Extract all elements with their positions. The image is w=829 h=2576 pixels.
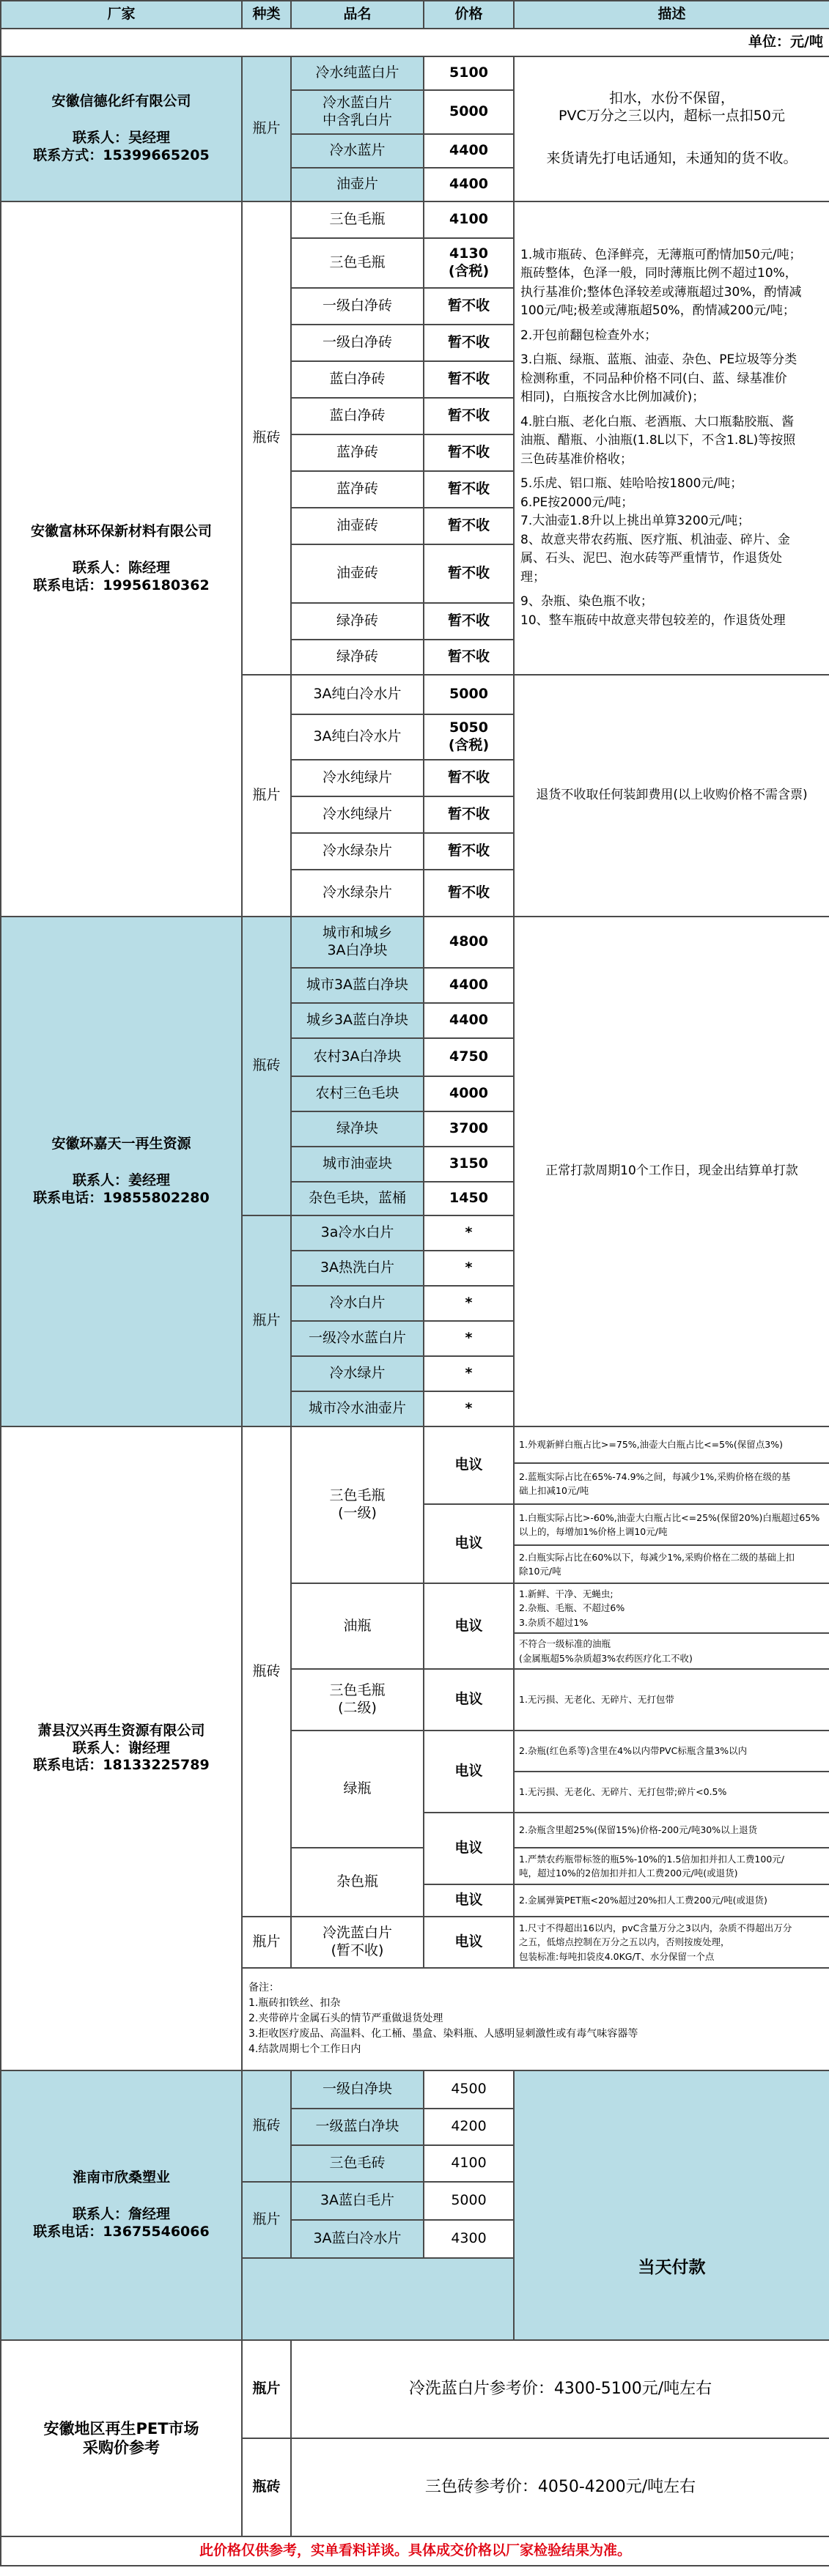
s2-brick-name: 蓝白净砖 (291, 361, 424, 398)
s2-brick-name: 蓝净砖 (291, 471, 424, 508)
s2-brick-name: 绿净砖 (291, 640, 424, 675)
s4-desc-line: 2.杂瓶、毛瓶、不超过6% (519, 1602, 625, 1614)
s2-brick-price: 暂不收 (424, 325, 514, 361)
s5-brick-price: 4200 (424, 2109, 514, 2145)
s4-note-line: 3.拒收医疗废品、高温料、化工桶、墨盒、染料瓶、人感明显刺激性或有毒气味容器等 (248, 2028, 638, 2040)
s1-desc (514, 56, 829, 201)
s2-desc-line: 10、整车瓶砖中故意夹带包较差的，作退货处理 (520, 612, 786, 628)
s4-desc-line: 1.白瓶实际占比>-60%,油壶大白瓶占比<=25%(保留20%)白瓶超过65% (519, 1511, 820, 1523)
s2-type-flake: 瓶片 (242, 675, 291, 917)
s4-desc-13 (514, 1917, 829, 1968)
s3-brick-price: 3700 (424, 1111, 514, 1147)
s4-desc-line: 不符合一级标准的油瓶 (519, 1638, 611, 1650)
s2-flake-price: 5050 (含税) (424, 714, 514, 760)
s3-brick-price: 4400 (424, 1003, 514, 1038)
s4-price-1: 电议 (424, 1426, 514, 1504)
s5-flake-name: 3A蓝白冷水片 (291, 2220, 424, 2258)
s2-brick-name: 油壶砖 (291, 508, 424, 544)
s5-brick-name: 一级蓝白净块 (291, 2109, 424, 2145)
s4-desc-1 (514, 1426, 829, 1463)
s3-brick-price: 3150 (424, 1147, 514, 1182)
s1-phone: 联系方式：15399665205 (33, 147, 210, 163)
s2-desc-line: 5.乐虎、铝口瓶、娃哈哈按1800元/吨； (520, 476, 743, 492)
s3-flake-name: 城市冷水油壶片 (291, 1391, 424, 1426)
s4-desc-line: 1.无污损、无老化、无碎片、无打包带;碎片<0.5% (519, 1786, 727, 1798)
s4-desc-3 (514, 1504, 829, 1545)
s4-price-2: 电议 (424, 1504, 514, 1583)
s5-company: 淮南市欣桑塑业 (72, 2169, 170, 2186)
s4-name-4: 绿瓶 (291, 1731, 424, 1848)
s1-desc-2: PVC万分之三以内，超标一点扣50元 (559, 108, 785, 125)
s1-desc-3: 来货请先打电话通知，未通知的货不收。 (546, 149, 797, 166)
s4-desc-5 (514, 1583, 829, 1633)
s4-price-4: 电议 (424, 1669, 514, 1731)
s4-note-line: 备注： (248, 1982, 279, 1994)
s5-company-cell (1, 2070, 242, 2340)
s5-brick-name: 三色毛砖 (291, 2145, 424, 2182)
s1-item-name: 冷水蓝片 (291, 134, 424, 168)
s4-name-3: 三色毛瓶 (二级) (291, 1669, 424, 1731)
s2-flake-price: 暂不收 (424, 870, 514, 917)
s4-company: 萧县汉兴再生资源有限公司 (37, 1722, 205, 1739)
unit-row (1, 29, 829, 56)
s5-spacer (242, 2258, 514, 2340)
s3-flake-name: 冷水白片 (291, 1286, 424, 1321)
s4-desc-11 (514, 1848, 829, 1884)
s3-brick-name: 杂色毛块，蓝桶 (291, 1182, 424, 1215)
s4-desc-line: 2.蓝瓶实际占比在65%-74.9%之间，每减少1%,采购价格在级的基 (519, 1470, 791, 1482)
s3-flake-name: 3A热洗白片 (291, 1251, 424, 1286)
s2-desc-line: 相同)，白瓶按含水比例加减价)； (520, 390, 705, 405)
s2-brick-name: 一级白净砖 (291, 325, 424, 361)
s2-brick-price: 4100 (424, 201, 514, 238)
s4-desc-line: 1.外观新鲜白瓶占比>=75%,油壶大白瓶占比<=5%(保留点3%) (519, 1439, 783, 1451)
footer-note: 此价格仅供参考，实单看料详谈。具体成交价格以厂家检验结果为准。 (1, 2536, 829, 2566)
s3-flake-price: * (424, 1356, 514, 1391)
s6-type-brick: 瓶砖 (242, 2438, 291, 2536)
s5-contact: 联系人：詹经理 (72, 2206, 170, 2222)
s2-brick-name: 蓝净砖 (291, 434, 424, 471)
s5-desc: 当天付款 (638, 2257, 706, 2277)
s2-brick-name: 三色毛瓶 (291, 201, 424, 238)
s4-notes (242, 1968, 829, 2070)
s2-desc-line: 100元/吨;极差或薄瓶超50%，酌情减200元/吨； (520, 303, 795, 319)
s3-flake-price: * (424, 1215, 514, 1251)
s1-item-name: 冷水蓝白片 中含乳白片 (291, 90, 424, 134)
s1-desc-1: 扣水，水份不保留， (608, 90, 734, 107)
s5-flake-price: 4300 (424, 2220, 514, 2258)
s2-brick-price: 暂不收 (424, 508, 514, 544)
s3-flake-price: * (424, 1251, 514, 1286)
s4-name-2: 油瓶 (291, 1583, 424, 1669)
s4-type-flake: 瓶片 (242, 1917, 291, 1968)
s2-flake-name: 冷水纯绿片 (291, 796, 424, 833)
s2-brick-price: 暂不收 (424, 288, 514, 325)
s3-flake-name: 冷水绿片 (291, 1356, 424, 1391)
s3-phone: 联系电话：19855802280 (33, 1189, 210, 1206)
s4-desc-line: 包装标准:每吨扣袋皮4.0KG/T、水分保留一个点 (519, 1950, 715, 1962)
s2-brick-price: 暂不收 (424, 471, 514, 508)
s4-desc-line: 除10元/吨 (519, 1566, 561, 1577)
header-name: 品名 (291, 1, 424, 29)
header-type: 种类 (242, 1, 291, 29)
s4-desc-line: 2.杂瓶(红色系等)含里在4%以内带PVC标瓶含量3%以内 (519, 1745, 748, 1757)
s2-contact: 联系人：陈经理 (72, 560, 170, 577)
s3-flake-price: * (424, 1391, 514, 1426)
s2-brick-price: 暂不收 (424, 544, 514, 603)
s4-note-line: 1.瓶砖扣铁丝、扣杂 (248, 1997, 341, 2010)
header-factory: 厂家 (1, 1, 242, 29)
s6-title: 安徽地区再生PET市场 采购价参考 (1, 2340, 242, 2536)
s5-type-flake: 瓶片 (242, 2182, 291, 2258)
header-price: 价格 (424, 1, 514, 29)
s4-desc-line: 1.尺寸不得超出16以内，pvC含量万分之3以内，杂质不得超出万分 (519, 1922, 792, 1933)
s2-desc-line: 油瓶、醋瓶、小油瓶(1.8L以下，不含1.8L)等按照 (520, 433, 796, 448)
s4-desc-line: 2.金属弹簧PET瓶<20%超过20%扣人工费200元/吨(或退货) (519, 1895, 767, 1906)
s4-price-3: 电议 (424, 1583, 514, 1669)
s3-brick-price: 4800 (424, 917, 514, 968)
s2-desc-line: 3.白瓶、绿瓶、蓝瓶、油壶、杂色、PE垃圾等分类 (520, 352, 797, 368)
s4-desc-10 (514, 1813, 829, 1848)
s3-flake-name: 3a冷水白片 (291, 1215, 424, 1251)
header-desc: 描述 (514, 1, 829, 29)
s2-brick-price: 暂不收 (424, 640, 514, 675)
s1-item-price: 4400 (424, 134, 514, 168)
table-header (1, 1, 829, 29)
s1-company: 安徽信德化纤有限公司 (51, 93, 191, 110)
s6-ref-flake: 冷洗蓝白片参考价：4300-5100元/吨左右 (291, 2340, 829, 2438)
s3-brick-price: 4400 (424, 968, 514, 1003)
s3-contact: 联系人：姜经理 (72, 1172, 170, 1189)
s5-brick-price: 4500 (424, 2070, 514, 2109)
s2-desc-line: 6.PE按2000元/吨； (520, 495, 634, 510)
s2-desc-flake: 退货不收取任何装卸费用(以上收购价格不需含票) (514, 675, 829, 917)
s5-flake-name: 3A蓝白毛片 (291, 2182, 424, 2220)
s6-type-flake: 瓶片 (242, 2340, 291, 2438)
s4-desc-9 (514, 1772, 829, 1813)
s2-desc-line: 4.脏白瓶、老化白瓶、老酒瓶、大口瓶黏胶瓶、酱 (520, 414, 795, 429)
s3-brick-name: 农村三色毛块 (291, 1076, 424, 1111)
s2-flake-name: 3A纯白冷水片 (291, 714, 424, 760)
s5-brick-name: 一级白净块 (291, 2070, 424, 2109)
s3-brick-price: 1450 (424, 1182, 514, 1215)
s5-type-brick: 瓶砖 (242, 2070, 291, 2182)
s2-brick-name: 绿净砖 (291, 603, 424, 640)
s4-desc-6 (514, 1633, 829, 1669)
s3-brick-name: 农村3A白净块 (291, 1038, 424, 1076)
s3-desc: 正常打款周期10个工作日，现金出结算单打款 (514, 917, 829, 1426)
s4-price-7: 电议 (424, 1884, 514, 1917)
s4-desc-line: 3.杂质不超过1% (519, 1616, 589, 1628)
s6-ref-brick: 三色砖参考价：4050-4200元/吨左右 (291, 2438, 829, 2536)
s3-flake-name: 一级冷水蓝白片 (291, 1321, 424, 1356)
s4-desc-2 (514, 1463, 829, 1504)
s4-name-1: 三色毛瓶 (一级) (291, 1426, 424, 1583)
s1-contact: 联系人：吴经理 (72, 130, 170, 147)
s4-desc-line: 2.白瓶实际占比在60%以下，每减少1%,采购价格在二级的基础上扣 (519, 1551, 795, 1563)
s3-flake-price: * (424, 1286, 514, 1321)
s2-desc-line: 2.开包前翻包检查外水； (520, 327, 657, 343)
s2-desc-line: 检测称重，不同品种价格不同(白、蓝、绿基准价 (520, 371, 787, 386)
s2-flake-price: 暂不收 (424, 833, 514, 870)
s4-price-5: 电议 (424, 1731, 514, 1813)
s5-desc-cell (514, 2070, 829, 2340)
s4-name-6: 冷洗蓝白片 (暂不收) (291, 1917, 424, 1968)
s3-brick-price: 4750 (424, 1038, 514, 1076)
s5-brick-price: 4100 (424, 2145, 514, 2182)
s2-brick-price: 暂不收 (424, 434, 514, 471)
s2-desc-line: 理； (520, 569, 545, 585)
s3-company-cell (1, 917, 242, 1426)
s4-desc-line: 础上扣减10元/吨 (519, 1485, 589, 1496)
s3-flake-price: * (424, 1321, 514, 1356)
s4-price-6: 电议 (424, 1813, 514, 1884)
s5-flake-price: 5000 (424, 2182, 514, 2220)
s1-item-price: 4400 (424, 168, 514, 201)
s2-brick-price: 暂不收 (424, 361, 514, 398)
s3-brick-name: 城市油壶块 (291, 1147, 424, 1182)
s2-desc-line: 8、故意夹带农药瓶、医疗瓶、机油壶、碎片、金 (520, 532, 790, 547)
s2-brick-price: 暂不收 (424, 398, 514, 434)
s1-item-name: 冷水纯蓝白片 (291, 56, 424, 90)
s2-flake-name: 冷水纯绿片 (291, 760, 424, 796)
s2-desc-line: 9、杂瓶、染色瓶不收； (520, 594, 653, 610)
s3-type-brick: 瓶砖 (242, 917, 291, 1215)
s2-desc-line: 瓶砖整体，色泽一般，同时薄瓶比例不超过10%， (520, 266, 797, 281)
s2-brick-name: 油壶砖 (291, 544, 424, 603)
s1-item-price: 5100 (424, 56, 514, 90)
s1-type: 瓶片 (242, 56, 291, 201)
s3-brick-name: 城市3A蓝白净块 (291, 968, 424, 1003)
s4-contact: 联系人：谢经理 (72, 1739, 170, 1756)
s4-desc-line: 以上的，每增加1%价格上调10元/吨 (519, 1526, 668, 1537)
s2-flake-price: 暂不收 (424, 760, 514, 796)
s4-desc-line: 1.新鲜、干净、无蝇虫; (519, 1588, 614, 1599)
s1-item-name: 油壶片 (291, 168, 424, 201)
s4-desc-line: 1.无污损、无老化、无碎片、无打包带 (519, 1694, 674, 1706)
s1-company-cell (1, 56, 242, 201)
s5-phone: 联系电话：13675546066 (33, 2223, 210, 2240)
s3-brick-name: 城市和城乡 3A白净块 (291, 917, 424, 968)
s4-desc-line: 之五，低熔点控制在万分之五以内，否则按废处理， (519, 1936, 730, 1948)
s4-note-line: 4.结款周期七个工作日内 (248, 2043, 361, 2056)
s4-price-8: 电议 (424, 1917, 514, 1968)
s4-desc-line: 1.严禁农药瓶带标签的瓶5%-10%的1.5倍加扣并扣人工费100元/ (519, 1853, 785, 1865)
s2-flake-name: 3A纯白冷水片 (291, 675, 424, 714)
s4-desc-line: 吨，超过10%的2倍加扣并扣人工费200元/吨(或退货) (519, 1867, 738, 1879)
s2-type-brick: 瓶砖 (242, 201, 291, 675)
s2-phone: 联系电话：19956180362 (33, 577, 210, 593)
s2-company: 安徽富林环保新材料有限公司 (30, 523, 212, 540)
s3-type-flake: 瓶片 (242, 1215, 291, 1426)
s2-desc-line: 1.城市瓶砖、色泽鲜亮，无薄瓶可酌情加50元/吨； (520, 247, 802, 262)
s4-type-brick: 瓶砖 (242, 1426, 291, 1917)
s4-phone: 联系电话：18133225789 (33, 1757, 210, 1774)
s2-company-cell (1, 201, 242, 917)
s3-brick-name: 城乡3A蓝白净块 (291, 1003, 424, 1038)
s4-desc-4 (514, 1545, 829, 1583)
s2-desc-line: 执行基准价;整体色泽较差或薄瓶超过30%，酌情减 (520, 284, 802, 300)
s4-desc-line: (金属瓶超5%杂质超3%农药医疗化工不收) (519, 1652, 693, 1664)
s2-brick-name: 一级白净砖 (291, 288, 424, 325)
s1-item-price: 5000 (424, 90, 514, 134)
s4-note-line: 2.夹带碎片金属石头的情节严重做退货处理 (248, 2013, 443, 2025)
s2-flake-name: 冷水绿杂片 (291, 870, 424, 917)
s2-flake-price: 暂不收 (424, 796, 514, 833)
s2-brick-name: 蓝白净砖 (291, 398, 424, 434)
s2-desc-line: 7.大油壶1.8升以上挑出单算3200元/吨； (520, 514, 751, 529)
s4-desc-7 (514, 1669, 829, 1731)
s4-name-5: 杂色瓶 (291, 1848, 424, 1917)
s4-company-cell (1, 1426, 242, 2070)
s2-flake-price: 5000 (424, 675, 514, 714)
s3-company: 安徽环嘉天一再生资源 (51, 1136, 191, 1152)
s3-brick-name: 绿净块 (291, 1111, 424, 1147)
s2-brick-price: 暂不收 (424, 603, 514, 640)
unit-label: 单位：元/吨 (1, 29, 829, 56)
s2-desc-brick (514, 201, 829, 675)
s4-desc-line: 2.杂瓶含里超25%(保留15%)价格-200元/吨30%以上退货 (519, 1824, 758, 1836)
s2-brick-name: 三色毛瓶 (291, 238, 424, 288)
s3-brick-price: 4000 (424, 1076, 514, 1111)
s2-desc-line: 属、石头、泥巴、泡水砖等严重情节，作退货处 (520, 551, 782, 566)
s2-flake-name: 冷水绿杂片 (291, 833, 424, 870)
s2-desc-line: 三色砖基准价格收； (520, 451, 633, 467)
s4-desc-8 (514, 1731, 829, 1772)
s2-brick-price: 4130 (含税) (424, 238, 514, 288)
s4-desc-12 (514, 1884, 829, 1917)
